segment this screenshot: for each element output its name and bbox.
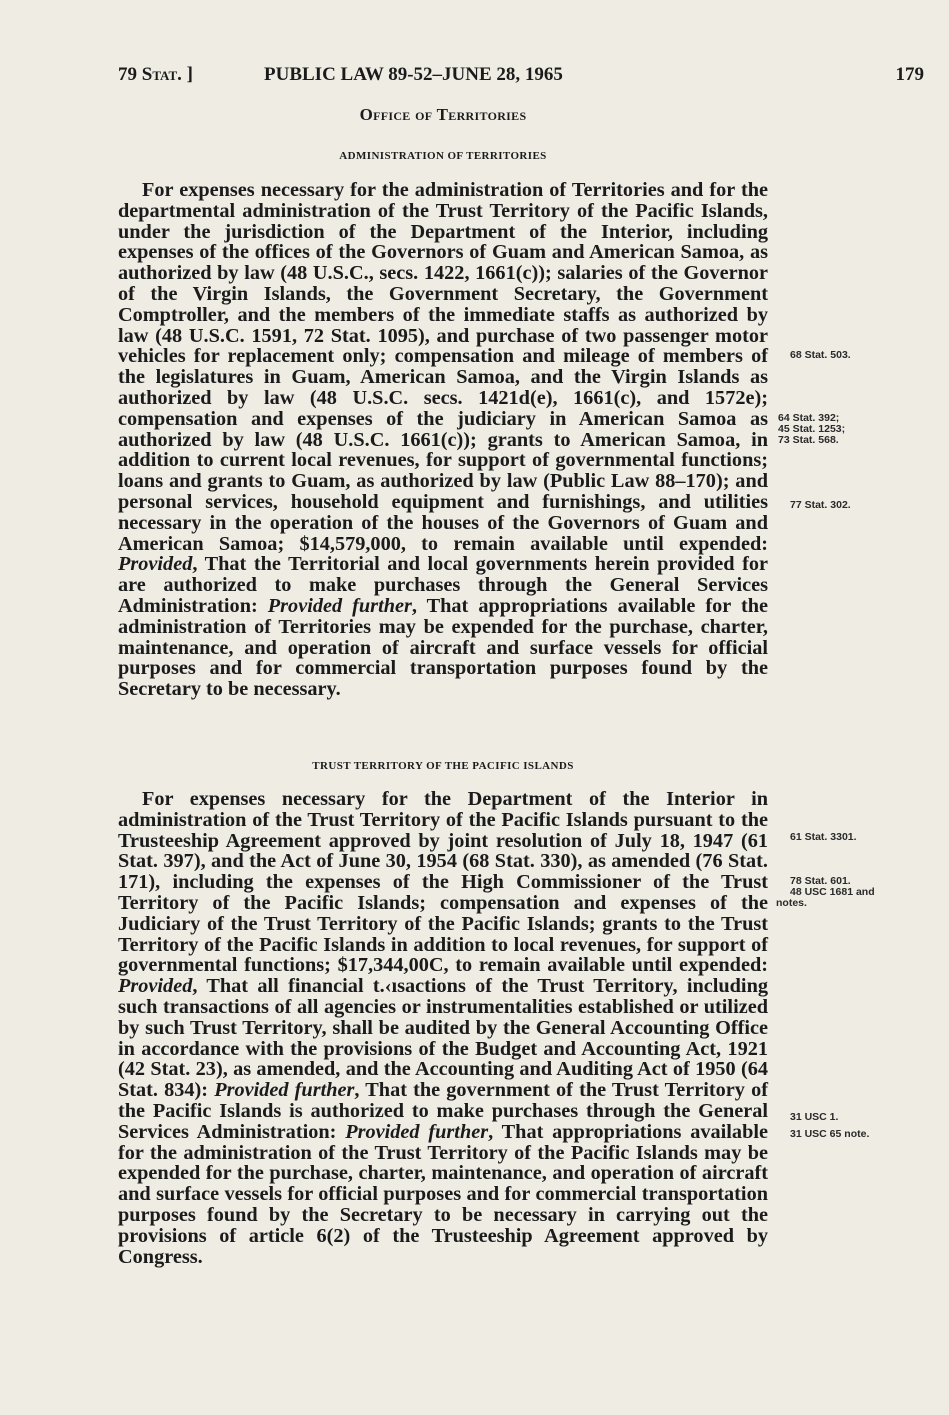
section-heading-trust-territory: TRUST TERRITORY OF THE PACIFIC ISLANDS [312, 760, 574, 772]
proviso-term: Provided [118, 975, 193, 998]
proviso-term: Provided further [345, 1120, 489, 1143]
law-title: PUBLIC LAW 89-52–JUNE 28, 1965 [264, 64, 563, 85]
margin-note-line: notes. [776, 897, 807, 909]
margin-note [790, 500, 851, 511]
margin-note-line: 31 USC 1. [790, 1111, 839, 1123]
margin-note-line: 31 USC 65 note. [790, 1128, 870, 1140]
page-number: 179 [895, 64, 924, 85]
section-body-administration [118, 180, 768, 700]
section-body-trust-territory [118, 789, 768, 1267]
margin-note-line: 68 Stat. 503. [790, 349, 851, 361]
body-text: , That appropriations available for the administration of the Trust Territory of the Pacific Islands may be expended for the purchase, charter, maintenance, and operation of aircraft and surface vessels for official purposes and for commercial transportation purposes found by the Secretary to be necessary in carrying out the provisions of article 6(2) of the Trusteeship Agreement approved by Congress. [118, 1120, 768, 1268]
margin-note-line: 45 Stat. 1253; [778, 423, 846, 435]
page-header [118, 64, 924, 88]
margin-note [790, 1112, 869, 1140]
body-text: , That the government of the Trust Territory of the Pacific Islands is authorized to make purchases through the General Services Administration: [118, 1079, 768, 1143]
body-text: , That the Territorial and local governments herein provided for are authorized to make purchases through the General Services Administration: [118, 553, 768, 617]
section-heading-administration: ADMINISTRATION OF TERRITORIES [339, 150, 547, 162]
office-title: Office of Territories [359, 105, 527, 124]
body-text: For expenses necessary for the Department of the Interior in administration of the Trust Territory of the Pacific Islands pursuant to the Trusteeship Agreement approved by joint resolution of July 18, 1947 (61 Stat. 397), and the Act of June 30, 1954 (68 Stat. 330), as amended (76 Stat. 171), including the expenses of the High Commissioner of the Trust Territory of the Pacific Islands; compensation and expenses of the Judiciary of the Trust Territory of the Pacific Islands; grants to the Trust Territory of the Pacific Islands in addition to local revenues, for support of governmental functions; $17,344,00C, to remain available until expended: [118, 788, 768, 977]
body-text: For expenses necessary for the administration of Territories and for the departmental administration of the Trust Territory of the Pacific Islands, under the jurisdiction of the Department of the Interior, including expenses of the offices of the Governors of Guam and American Samoa, as authorized by law (48 U.S.C., secs. 1422, 1661(c)); salaries of the Governor of the Virgin Islands, the Government Secretary, the Government Comptroller, and the members of the immediate staffs as authorized by law (48 U.S.C. 1591, 72 Stat. 1095), and purchase of two passenger motor vehicles for replacement only; compensation and mileage of members of the legislatures in Guam, American Samoa, and the Virgin Islands as authorized by law (48 U.S.C. secs. 1421d(e), 1661(c), and 1572e); compensation and expenses of the judiciary in American Samoa as authorized by law (48 U.S.C. 1661(c)); grants to American Samoa, in addition to current local revenues, for support of governmental functions; loans and grants to Guam, as authorized by law (Public Law 88–170); and personal services, household equipment and furnishings, and utilities necessary in the operation of the houses of the Governors of Guam and American Samoa; $14,579,000, to remain available until expended: [118, 179, 768, 555]
margin-note-line: 78 Stat. 601. [790, 875, 851, 887]
margin-note-line: 48 USC 1681 and [790, 886, 875, 898]
margin-note-line: 61 Stat. 3301. [790, 831, 857, 843]
margin-note [776, 876, 875, 909]
margin-note [778, 413, 845, 446]
margin-note-line: 73 Stat. 568. [778, 434, 839, 446]
margin-note-line: 77 Stat. 302. [790, 499, 851, 511]
body-text: , That all financial t.‹ısactions of the Trust Territory, including such transactions of all agencies or instrumentalities established or utilized by such Trust Territory, shall be audited by the General Accounting Office in accordance with the provisions of the Budget and Accounting Act, 1921 (42 Stat. 23), as amended, and the Accounting and Auditing Act of 1950 (64 Stat. 834): [118, 975, 768, 1102]
margin-note-line: 64 Stat. 392; [778, 412, 840, 424]
proviso-term: Provided further [267, 594, 412, 617]
proviso-term: Provided further [214, 1079, 355, 1102]
proviso-term: Provided [118, 553, 193, 576]
body-text: , That appropriations available for the administration of Territories may be expended for the purchase, charter, maintenance, and operation of aircraft and surface vessels for official purposes and for commercial transportation purposes found by the Secretary to be necessary. [118, 594, 768, 701]
margin-note [790, 350, 851, 361]
margin-note [790, 832, 857, 843]
volume-reference: 79 Stat. ] [118, 64, 193, 85]
